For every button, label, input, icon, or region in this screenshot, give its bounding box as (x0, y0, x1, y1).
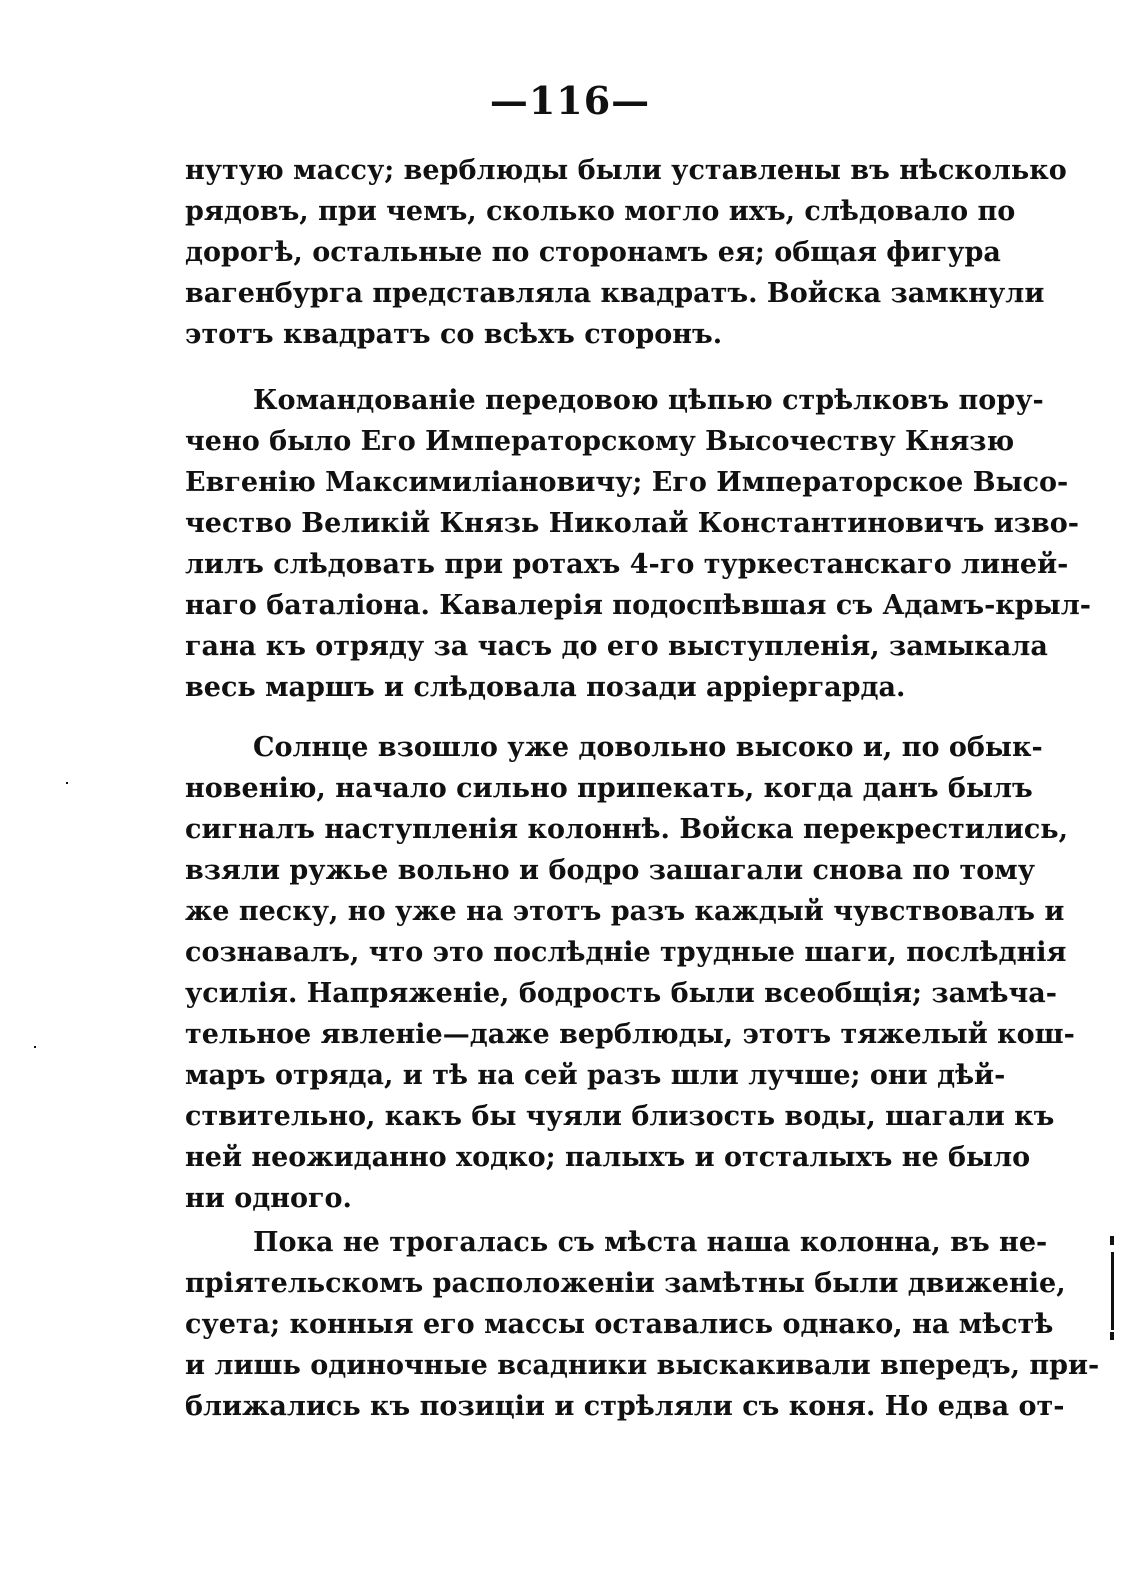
paragraph-3 (185, 727, 1075, 1219)
text-line: наго баталіона. Кавалерія подоспѣвшая съ Адамъ-крыл- (185, 590, 1091, 621)
text-line: вагенбурга представляла квадратъ. Войска замкнули (185, 278, 1045, 309)
text-line: ближались къ позиціи и стрѣляли съ коня. Но едва от- (185, 1391, 1065, 1422)
scan-artifact-bar (1111, 1252, 1114, 1330)
text-line: новенію, начало сильно припекать, когда данъ былъ (185, 773, 1033, 804)
text-line: ней неожиданно ходко; палыхъ и отсталыхъ не было (185, 1142, 1031, 1173)
text-line: сознавалъ, что это послѣдніе трудные шаги, послѣднія (185, 937, 1067, 968)
text-line: Солнце взошло уже довольно высоко и, по обык- (253, 732, 1043, 763)
scan-artifact-tick (1110, 1236, 1114, 1245)
text-line: маръ отряда, и тѣ на сей разъ шли лучше; они дѣй- (185, 1060, 1006, 1091)
text-line: пріятельскомъ расположеніи замѣтны были движеніе, (185, 1268, 1066, 1299)
text-line: чество Великій Князь Николай Константиновичъ изво- (185, 508, 1079, 539)
text-line: же песку, но уже на этотъ разъ каждый чувствовалъ и (185, 896, 1065, 927)
text-line: ствительно, какъ бы чуяли близость воды, шагали къ (185, 1101, 1055, 1132)
scan-artifact-tick (1110, 1332, 1114, 1340)
text-line: суета; конныя его массы оставались однако, на мѣстѣ (185, 1309, 1054, 1340)
text-line: взяли ружье вольно и бодро зашагали снова по тому (185, 855, 1036, 886)
text-line: Командованіе передовою цѣпью стрѣлковъ пору- (253, 385, 1044, 416)
text-line: Пока не трогалась съ мѣста наша колонна, въ не- (253, 1227, 1048, 1258)
text-line: гана къ отряду за часъ до его выступленія, замыкала (185, 631, 1048, 662)
paragraph-4 (185, 1222, 1100, 1427)
text-line: дорогѣ, остальные по сторонамъ ея; общая фигура (185, 237, 1001, 268)
text-line: чено было Его Императорскому Высочеству Князю (185, 426, 1015, 457)
text-line: усилія. Напряженіе, бодрость были всеобщія; замѣча- (185, 978, 1057, 1009)
text-line: этотъ квадратъ со всѣхъ сторонъ. (185, 319, 723, 350)
scan-artifact-dot (66, 782, 68, 784)
text-line: весь маршъ и слѣдовала позади арріергарда. (185, 672, 906, 703)
text-line: ни одного. (185, 1183, 352, 1214)
page-number: —116— (489, 78, 651, 123)
paragraph-1 (185, 150, 1067, 355)
text-line: Евгенію Максимиліановичу; Его Императорское Высо- (185, 467, 1069, 498)
paragraph-2 (185, 380, 1091, 708)
text-line: нутую массу; верблюды были уставлены въ нѣсколько (185, 155, 1067, 186)
text-line: рядовъ, при чемъ, сколько могло ихъ, слѣдовало по (185, 196, 1016, 227)
text-line: лилъ слѣдовать при ротахъ 4-го туркестанскаго линей- (185, 549, 1069, 580)
text-line: и лишь одиночные всадники выскакивали впередъ, при- (185, 1350, 1100, 1381)
scan-artifact-dot (34, 1046, 36, 1048)
text-line: сигналъ наступленія колоннѣ. Войска перекрестились, (185, 814, 1068, 845)
text-line: тельное явленіе—даже верблюды, этотъ тяжелый кош- (185, 1019, 1075, 1050)
